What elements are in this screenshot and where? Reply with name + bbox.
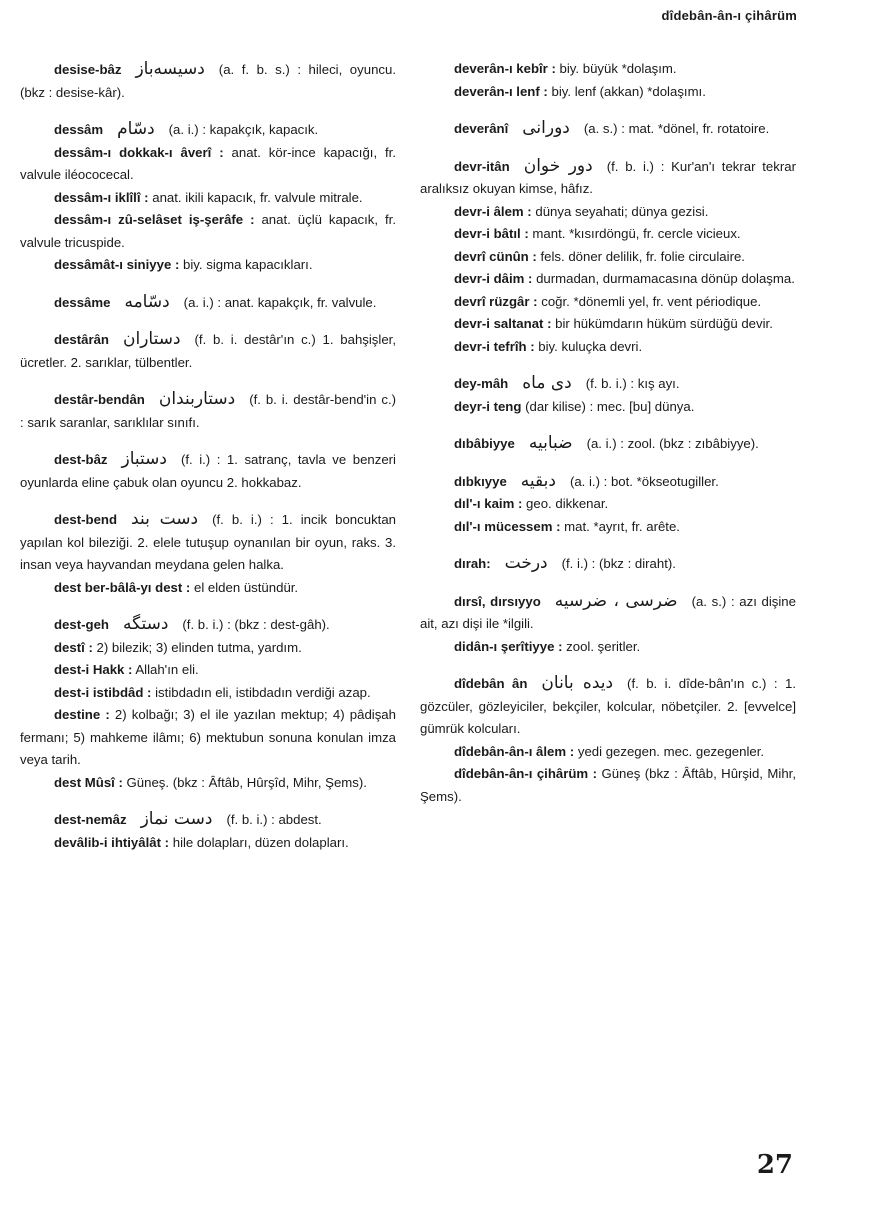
entry-headword: dest-bend: [54, 512, 118, 527]
dictionary-entry: [20, 209, 396, 254]
entry-headword: dessâme: [54, 294, 111, 310]
entry-headword: destâr-bendân: [54, 392, 145, 407]
entry-definition: (f. i.) : (bkz : diraht).: [561, 556, 676, 571]
left-column: [20, 58, 396, 854]
entry-headword: devr-i dâim :: [454, 271, 533, 286]
dictionary-entry: [420, 155, 796, 201]
entry-definition: (dar kilise) : mec. [bu] dünya.: [525, 398, 695, 414]
entry-definition: (a. s.) : azı dişine ait, azı dişi ile *ilgili.: [420, 593, 796, 631]
entry-definition: zool. şeritler.: [566, 638, 641, 654]
entry-headword: deyr-i teng: [454, 398, 522, 414]
entry-arabic-script: دست بند: [131, 509, 199, 529]
dictionary-entry: [420, 81, 796, 104]
entry-definition: Güneş. (bkz : Âftâb, Hûrşîd, Mihr, Şems).: [126, 774, 367, 790]
dictionary-entry: [420, 372, 796, 396]
entry-headword: dessâm-ı iklîlî :: [54, 189, 149, 205]
right-column: [420, 58, 796, 808]
entry-definition: bir hükümdarın hüküm sürdüğü devir.: [555, 316, 773, 331]
dictionary-entry: [420, 268, 796, 291]
entry-arabic-script: دبقيه: [520, 470, 556, 491]
dictionary-entry: [420, 493, 796, 516]
dictionary-entry: [20, 291, 396, 315]
entry-definition: 2) kolbağı; 3) el ile yazılan mektup; 4) pâdişah fermanı; 5) mahkeme ilâmı; 6) mektubun sonuna konulan imza veya tarih.: [20, 707, 396, 767]
entry-definition: Güneş (bkz : Âftâb, Hûrşid, Mihr, Şems).: [420, 766, 796, 804]
entry-arabic-script: ضرسى ، ضرسيه: [554, 590, 678, 611]
entry-definition: (f. b. i.) : 1. incik boncuktan yapılan kol bileziği. 2. elele tutuşup oynanılan bir oyun, raks. 3. insan veya hayvandan meydana gelen halka.: [20, 512, 396, 572]
entry-definition: (a. s.) : mat. *dönel, fr. rotatoire.: [583, 121, 770, 136]
entry-definition: biy. lenf (akkan) *dolaşımı.: [551, 83, 706, 99]
dictionary-entry: [20, 142, 396, 187]
dictionary-entry: [420, 201, 796, 224]
entry-headword: destî :: [54, 639, 93, 655]
entry-definition: (a. i.) : anat. kapakçık, fr. valvule.: [183, 294, 377, 310]
entry-arabic-script: دست نماز: [140, 809, 213, 829]
entry-headword: deverân-ı lenf :: [454, 83, 548, 99]
dictionary-entry: [420, 552, 796, 576]
dictionary-entry: [20, 613, 396, 637]
entry-arabic-script: دسيسه‌باز: [135, 59, 205, 79]
entry-definition: (f. b. i. destâr'ın c.) 1. bahşişler, ücretler. 2. sarıklar, tülbentler.: [20, 332, 396, 370]
dictionary-entry: [20, 577, 396, 600]
dictionary-entry: [420, 672, 796, 741]
entry-definition: (a. f. b. s.) : hileci, oyuncu. (bkz : desise-kâr).: [20, 62, 396, 100]
entry-headword: deverânî: [454, 121, 509, 136]
entry-arabic-script: دستاربندان: [158, 389, 236, 409]
dictionary-entry: [420, 396, 796, 419]
dictionary-entry: [20, 58, 396, 104]
entry-arabic-script: دستاران: [122, 329, 181, 349]
dictionary-entry: [20, 832, 396, 855]
entry-headword: dıbkıyye: [454, 473, 507, 489]
dictionary-entry: [420, 636, 796, 659]
entry-headword: devr-i âlem :: [454, 203, 532, 219]
entry-definition: (f. b. i.) : (bkz : dest-gâh).: [182, 617, 330, 632]
entry-headword: dıl'-ı mücessem :: [454, 518, 561, 534]
entry-definition: yedi gezegen. mec. gezegenler.: [577, 743, 765, 759]
entry-headword: devâlib-i ihtiyâlât :: [54, 834, 170, 850]
dictionary-entry: [20, 448, 396, 494]
dictionary-entry: [20, 682, 396, 705]
entry-headword: dîdebân-ân-ı âlem :: [454, 743, 575, 759]
entry-definition: fels. döner delilik, fr. folie circulaire.: [540, 248, 745, 264]
entry-headword: dest-i Hakk :: [54, 662, 133, 677]
dictionary-entry: [20, 388, 396, 434]
entry-arabic-script: دورانى: [522, 118, 570, 138]
dictionary-entry: [20, 508, 396, 577]
entry-definition: mant. *kısırdöngü, fr. cercle vicieux.: [532, 226, 741, 241]
entry-headword: dessâmât-ı siniyye :: [54, 257, 180, 272]
entry-definition: anat. kör-ince kapacığı, fr. valvule iléococecal.: [20, 144, 397, 182]
entry-definition: mat. *ayrıt, fr. arête.: [564, 518, 680, 534]
dictionary-entry: [420, 741, 796, 764]
dictionary-entry: [420, 291, 796, 314]
entry-headword: dıl'-ı kaim :: [454, 496, 523, 511]
dictionary-entry: [20, 659, 396, 682]
entry-headword: devrî rüzgâr :: [454, 293, 538, 309]
entry-definition: el elden üstündür.: [193, 579, 299, 595]
entry-definition: biy. kuluçka devri.: [538, 338, 643, 354]
entry-headword: devr-i saltanat :: [454, 316, 552, 331]
dictionary-entry: [20, 328, 396, 374]
dictionary-entry: [420, 763, 796, 808]
entry-definition: biy. büyük *dolaşım.: [559, 61, 677, 76]
entry-headword: dest ber-bâlâ-yı dest :: [54, 579, 191, 595]
entry-definition: biy. sigma kapacıkları.: [183, 257, 313, 272]
entry-definition: (f. b. i.) : kış ayı.: [585, 376, 680, 391]
entry-headword: dest-bâz: [54, 452, 108, 467]
entry-arabic-script: دستباز: [121, 449, 167, 469]
dictionary-entry: [20, 704, 396, 772]
dictionary-entry: [420, 246, 796, 269]
entry-headword: dest-i istibdâd :: [54, 684, 152, 700]
entry-definition: (f. b. i.) : abdest.: [226, 812, 322, 827]
entry-headword: dest Mûsî :: [54, 774, 123, 790]
dictionary-entry: [420, 58, 796, 81]
entry-arabic-script: ضبابيه: [528, 433, 573, 453]
entry-definition: (a. i.) : zool. (bkz : zıbâbiyye).: [586, 436, 759, 451]
entry-headword: destârân: [54, 332, 109, 347]
entry-arabic-script: درخت: [504, 553, 548, 573]
entry-definition: (a. i.) : bot. *ökseotugiller.: [569, 473, 719, 489]
entry-headword: dırah:: [454, 556, 491, 571]
entry-definition: geo. dikkenar.: [526, 496, 609, 511]
entry-definition: anat. ikili kapacık, fr. valvule mitrale.: [152, 189, 363, 205]
entry-definition: 2) bilezik; 3) elinden tutma, yardım.: [96, 639, 302, 655]
dictionary-entry: [20, 808, 396, 832]
page-number: 27: [756, 1150, 793, 1180]
entry-definition: durmadan, durmamacasına dönüp dolaşma.: [536, 271, 795, 286]
entry-headword: dırsî, dırsıyyo: [454, 593, 541, 609]
entry-headword: dessâm-ı dokkak-ı âverî :: [54, 144, 224, 160]
dictionary-entry: [20, 187, 396, 210]
entry-headword: destine :: [54, 707, 110, 722]
entry-headword: devrî cünûn :: [454, 248, 537, 264]
entry-definition: hile dolapları, düzen dolapları.: [172, 834, 349, 850]
entry-headword: dessâm: [54, 122, 104, 137]
dictionary-entry: [420, 432, 796, 456]
dictionary-entry: [20, 118, 396, 142]
entry-headword: dest-geh: [54, 617, 109, 632]
running-header: dîdebân-ân-ı çihârüm: [661, 8, 797, 23]
entry-definition: (f. b. i.) : Kur'an'ı tekrar tekrar aralıksız okuyan kimse, hâfız.: [420, 158, 796, 196]
entry-definition: (a. i.) : kapakçık, kapacık.: [168, 122, 319, 137]
entry-headword: devr-itân: [454, 158, 510, 174]
entry-arabic-script: دسّام: [117, 119, 155, 139]
entry-arabic-script: ديده بانان: [541, 673, 614, 693]
entry-definition: (f. b. i. dîde-bân'ın c.) : 1. gözcüler, gözleyiciler, bekçiler, kolcular, nöbetçiler. 2. [evvelce] gümrük kolcuları.: [420, 676, 796, 736]
entry-headword: didân-ı şerîtiyye :: [454, 638, 563, 654]
entry-headword: dest-nemâz: [54, 812, 127, 827]
entry-arabic-script: دسّامه: [124, 291, 170, 312]
entry-headword: dîdebân ân: [454, 676, 528, 691]
entry-definition: (f. i.) : 1. satranç, tavla ve benzeri oyunlarda eline çabuk olan oyuncu 2. hokkabaz.: [20, 452, 396, 490]
entry-headword: dıbâbiyye: [454, 436, 515, 451]
entry-headword: devr-i tefrîh :: [454, 338, 535, 354]
entry-arabic-script: دستگه: [122, 614, 169, 634]
entry-definition: istibdadın eli, istibdadın verdiği azap.: [155, 684, 371, 700]
entry-definition: anat. üçlü kapacık, fr. valvule tricuspide.: [20, 212, 396, 250]
dictionary-entry: [20, 254, 396, 277]
entry-headword: dey-mâh: [454, 376, 509, 391]
dictionary-entry: [420, 590, 796, 636]
dictionary-entry: [20, 772, 396, 795]
dictionary-entry: [420, 117, 796, 141]
entry-definition: Allah'ın eli.: [135, 662, 199, 677]
entry-headword: dîdebân-ân-ı çihârüm :: [454, 766, 597, 781]
entry-definition: coğr. *dönemli yel, fr. vent périodique.: [541, 293, 762, 309]
entry-headword: deverân-ı kebîr :: [454, 61, 556, 76]
dictionary-entry: [420, 336, 796, 359]
entry-headword: dessâm-ı zû-selâset iş-şerâfe :: [54, 212, 255, 227]
dictionary-entry: [420, 516, 796, 539]
dictionary-entry: [20, 637, 396, 660]
entry-headword: devr-i bâtıl :: [454, 226, 529, 241]
entry-arabic-script: دور خوان: [523, 155, 593, 176]
entry-definition: (f. b. i. destâr-bend'in c.) : sarık saranlar, sarıklılar sınıfı.: [20, 392, 396, 430]
entry-arabic-script: دى ماه: [522, 373, 572, 393]
entry-headword: desise-bâz: [54, 62, 122, 77]
dictionary-entry: [420, 313, 796, 336]
entry-definition: dünya seyahati; dünya gezisi.: [535, 203, 709, 219]
dictionary-entry: [420, 470, 796, 494]
dictionary-entry: [420, 223, 796, 246]
